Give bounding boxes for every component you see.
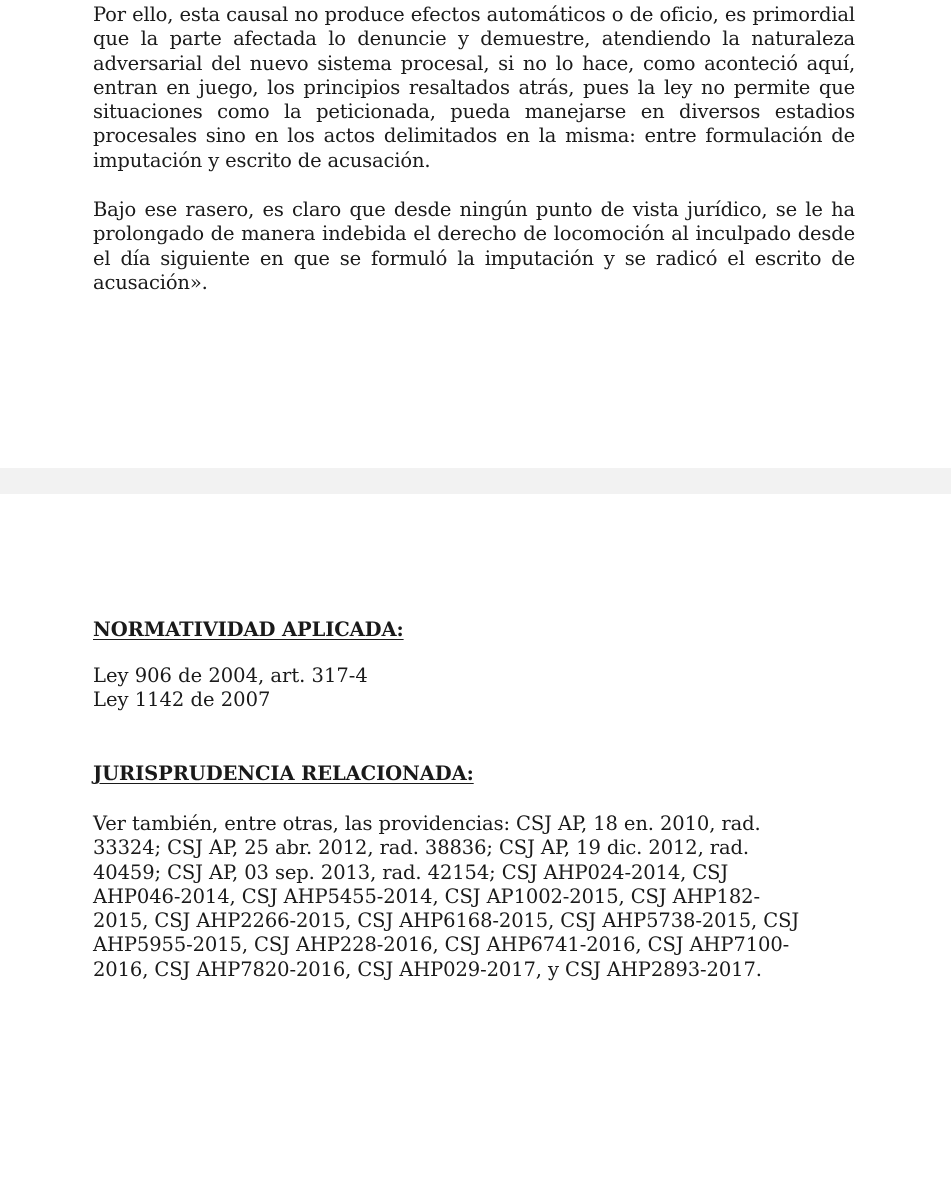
text-line: Ver también, entre otras, las providencias: CSJ AP, 18 en. 2010, rad. [93, 812, 761, 835]
body-paragraph: Por ello, esta causal no produce efectos automáticos o de oficio, es primordial que la parte afectada lo denuncie y demuestre, atendiendo la naturaleza adversarial del nuevo sistema procesal, si no lo hace, como aconteció aquí, entran en juego, los principios resaltados atrás, pues la ley no permite que situaciones como la peticionada, pueda manejarse en diversos estadios procesales sino en los actos delimitados en la misma: entre formulación de imputación y escrito de acusación. [93, 3, 855, 172]
text-line: 33324; CSJ AP, 25 abr. 2012, rad. 38836; CSJ AP, 19 dic. 2012, rad. [93, 836, 750, 860]
list-item: Ley 906 de 2004, art. 317-4 [93, 664, 368, 687]
page-separator [0, 468, 951, 494]
document-page-bottom [0, 494, 951, 1200]
text-line: 2016, CSJ AHP7820-2016, CSJ AHP029-2017, y CSJ AHP2893-2017. [93, 957, 762, 981]
text-line: 40459; CSJ AP, 03 sep. 2013, rad. 42154; CSJ AHP024-2014, CSJ [93, 860, 729, 884]
list-item: Ley 1142 de 2007 [93, 688, 271, 712]
document-page-top [0, 0, 951, 468]
text-line: AHP5955-2015, CSJ AHP228-2016, CSJ AHP6741-2016, CSJ AHP7100- [93, 933, 790, 957]
body-paragraph: Bajo ese rasero, es claro que desde ningún punto de vista jurídico, se le ha prolongado de manera indebida el derecho de locomoción al inculpado desde el día siguiente en que se formuló la imputación y se radicó el escrito de acusación». [93, 198, 855, 294]
text-line: 2015, CSJ AHP2266-2015, CSJ AHP6168-2015, CSJ AHP5738-2015, CSJ [93, 909, 800, 933]
section-heading-normatividad: NORMATIVIDAD APLICADA: [93, 618, 404, 641]
jurisprudencia-paragraph [93, 812, 863, 982]
normatividad-list [93, 664, 368, 713]
text-line: AHP046-2014, CSJ AHP5455-2014, CSJ AP1002-2015, CSJ AHP182- [93, 884, 760, 908]
section-heading-jurisprudencia: JURISPRUDENCIA RELACIONADA: [93, 762, 474, 785]
